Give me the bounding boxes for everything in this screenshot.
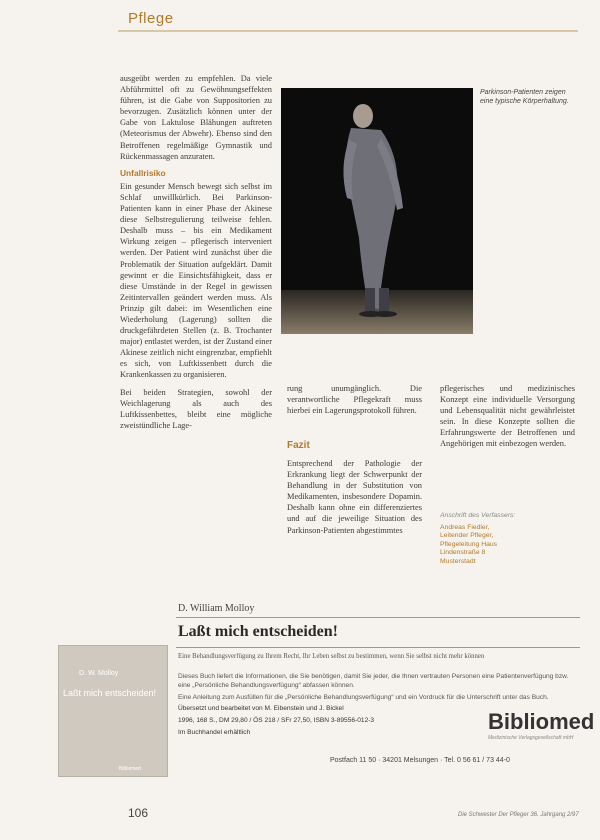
text-column-2 (287, 383, 422, 422)
ad-paragraph: Eine Anleitung zum Ausfüllen für die „Persönliche Behandlungsverfügung“ und ein Vordruck für die Unterschrift unter das Buch. (178, 693, 549, 701)
author-line: Musterstadt (440, 557, 476, 565)
author-line: Lindenstraße 8 (440, 549, 486, 557)
text-column-2b (287, 458, 422, 542)
ad-price: 1996, 168 S., DM 29,80 / ÖS 218 / SFr 27,50, ISBN 3-89556-012-3 (178, 717, 375, 725)
ad-author: D. William Molloy (178, 603, 255, 614)
ad-title: Laßt mich entscheiden! (178, 623, 338, 640)
section-heading: Pflege (128, 10, 174, 27)
book-cover-title: Laßt mich entscheiden! (63, 688, 157, 698)
subheading-fazit: Fazit (287, 440, 310, 451)
logo-subtitle: Medizinische Verlagsgesellschaft mbH (488, 735, 574, 741)
ad-paragraph: Übersetzt und bearbeitet von M. Eibenstein und J. Bickel (178, 705, 344, 713)
text-column-1 (120, 73, 272, 437)
patient-photo (281, 88, 473, 334)
ad-paragraph: Dieses Buch liefert die Informationen, die Sie benötigen, damit Sie jeder, die Ihnen vertrauten Personen eine Patientenverfügung bzw. eine „Persönliche Behandlungsverfügung“ abfassen können. (178, 673, 569, 689)
journal-reference: Die Schwester Der Pfleger 36. Jahrgang 2/97 (458, 812, 579, 818)
ad-rule (176, 647, 580, 648)
paragraph: rung unumgänglich. Die verantwortliche Pflegekraft muss hierbei ein Lagerungsprotokoll führen. (287, 384, 422, 416)
author-label: Anschrift des Verfassers: (440, 512, 516, 519)
book-cover (58, 645, 168, 777)
bibliomed-logo: Bibliomed (488, 709, 595, 734)
paragraph: Ein gesunder Mensch bewegt sich selbst im Schlaf unwillkürlich. Bei Parkinson-Patienten kann in einer Phase der Akinese diese Selbstregulierung teilweise fehlen. Deshalb muss – bis ein Medikament Wirkung zeigen – pflegerisch interveniert werden. Der Patient wird zunächst über die Problematik der Situation aufgeklärt. Damit gewinnt er die Einsichtsfähigkeit, dass er diese Umstände in der Regel in gewissen Zeitintervallen geändert werden muss. Als Prinzip gilt dabei: im Wesentlichen eine Wiederholung (Lagerung) sollten die druckgefährdeten Stellen (z. B. Trochanter major) entlastet werden, ist der Zustand einer Akinese zeitlich nicht eingrenzbar, empfiehlt es sich, von Luftkissenbett durch die Krankenkassen zu organisieren. (120, 181, 272, 380)
header-rule (118, 30, 578, 32)
patient-figure (281, 88, 473, 334)
page-number: 106 (128, 806, 149, 820)
ad-subtitle: Eine Behandlungsverfügung zu Ihrem Recht, Ihr Leben selbst zu bestimmen, wenn Sie selbst nicht mehr können (178, 653, 485, 660)
author-address (440, 512, 580, 567)
book-advertisement (58, 597, 595, 777)
book-cover-author: D. W. Molloy (79, 670, 119, 677)
ad-contact: Postfach 11 50 · 34201 Melsungen · Tel. 0 56 61 / 73 44-0 (330, 757, 510, 764)
text-column-3 (440, 383, 575, 456)
book-cover-publisher: Bibliomed (119, 766, 141, 772)
paragraph: Bei beiden Strategien, sowohl der Weichlagerung als auch des Luftkissenbettes, bleibt eine mögliche zweistündliche Lage- (120, 387, 272, 430)
subheading-unfallrisiko: Unfallrisiko (120, 167, 166, 178)
author-line: Andreas Fiedler, (440, 523, 490, 531)
photo-caption: Parkinson-Patienten zeigen eine typische Körperhaltung. (480, 89, 569, 105)
paragraph: ausgeübt werden zu empfehlen. Da viele Abführmittel oft zu Gewöhnungseffekten führen, ist die Gabe von Suppositorien zu bevorzugen. Zusätzlich können unter der Gabe von Laktulose Blähungen auftreten (Meteorismus der Abwehr). Ebenso sind den Betroffenen regelmäßige Gymnastik und Rückenmassagen anzuraten. (120, 74, 272, 161)
paragraph: pflegerisches und medizinisches Konzept eine individuelle Versorgung und Lebensqualität nicht gewährleistet sein. In diese Konzepte sollten die Erfahrungswerte der Betroffenen und Angehörigen mit einbezogen werden. (440, 384, 575, 449)
ad-rule (176, 617, 580, 618)
author-line: Pflegeleitung Haus (440, 540, 498, 548)
author-line: Leitender Pfleger, (440, 532, 494, 540)
paragraph: Entsprechend der Pathologie der Erkrankung liegt der Schwerpunkt der Behandlung in der Substitution von Medikamenten, insbesondere Dopamin. Deshalb kann ohne ein differenziertes und auf die jeweilige Situation des Parkinson-Patienten abgestimmtes (287, 459, 422, 535)
ad-availability: Im Buchhandel erhältlich (178, 728, 251, 736)
